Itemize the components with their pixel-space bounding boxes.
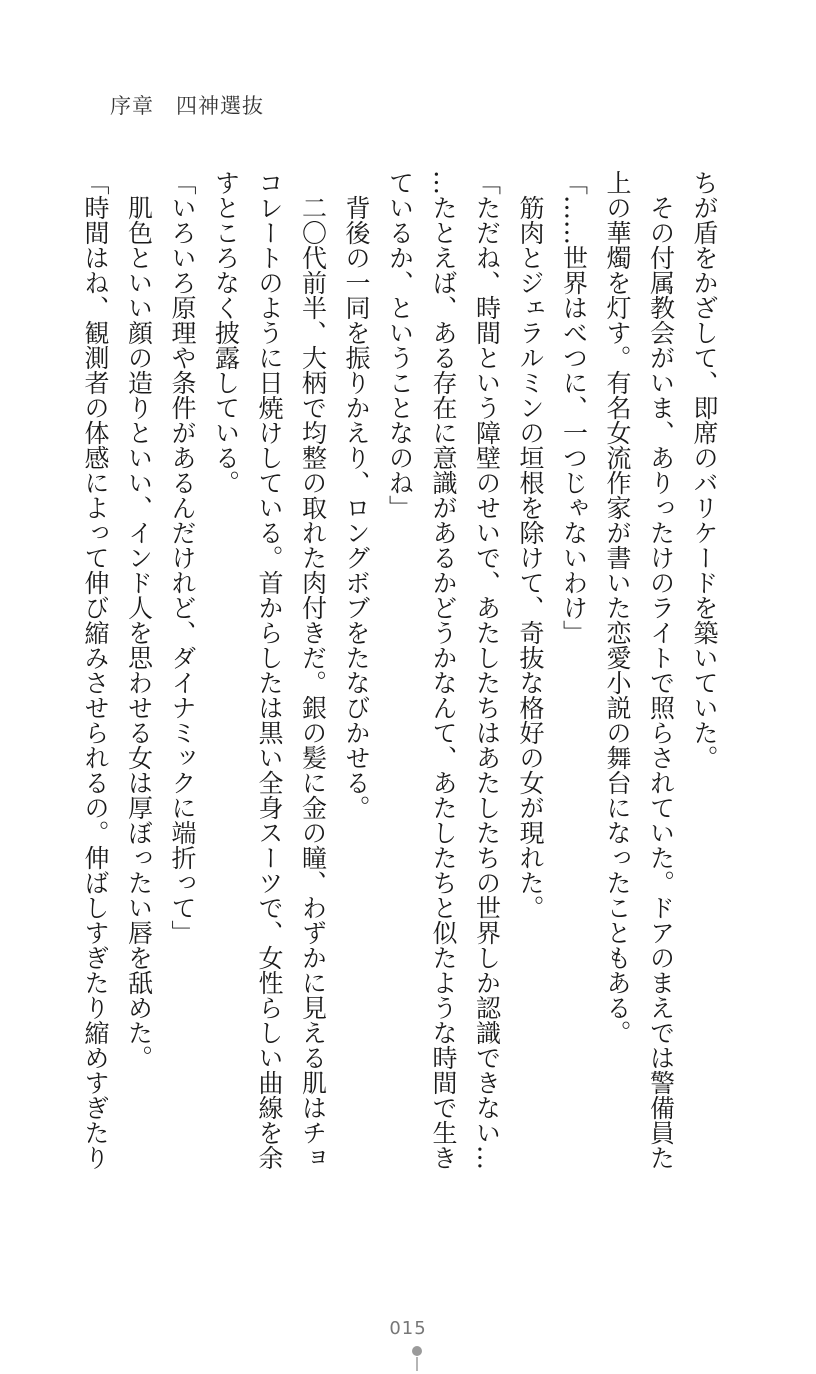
text-line: 二〇代前半、大柄で均整の取れた肉付きだ。銀の髪に金の瞳、わずかに見える肌はチョ [298, 170, 328, 1170]
page-ornament-line [416, 1357, 418, 1371]
text-line: 背後の一同を振りかえり、ロングボブをたなびかせる。 [342, 170, 371, 820]
text-line: 筋肉とジェラルミンの垣根を除けて、奇抜な格好の女が現れた。 [516, 170, 545, 920]
text-line: その付属教会がいま、ありったけのライトで照らされていた。ドアのまえでは警備員た [646, 170, 676, 1170]
text-line: …たとえば、ある存在に意識があるかどうかなんて、あたしたちと似たような時間で生き [429, 170, 458, 1170]
text-line: 「いろいろ原理や条件があるんだけれど、ダイナミックに端折って」 [168, 170, 197, 945]
text-line: ちが盾をかざして、即席のバリケードを築いていた。 [690, 170, 719, 770]
page-number: 015 [389, 1318, 427, 1339]
text-line: 「ただね、時間という障壁のせいで、あたしたちはあたしたちの世界しか認識できない… [472, 170, 502, 1170]
text-line: 「時間はね、観測者の体感によって伸び縮みさせられるの。伸ばしすぎたり縮めすぎたり [81, 170, 110, 1170]
text-line: ているか、ということなのね」 [385, 170, 415, 520]
text-line: 上の華燭を灯す。有名女流作家が書いた恋愛小説の舞台になったこともある。 [603, 170, 632, 1045]
running-header: 序章 四神選抜 [110, 94, 264, 118]
text-line: すところなく披露している。 [211, 170, 241, 495]
body-text [81, 170, 726, 1170]
text-line: 肌色といい顔の造りといい、インド人を思わせる女は厚ぼったい唇を舐めた。 [124, 170, 154, 1070]
page-ornament-dot-icon [412, 1346, 422, 1356]
text-line: 「……世界はべつに、一つじゃないわけ」 [559, 170, 589, 645]
text-line: コレートのように日焼けしている。首からしたは黒い全身スーツで、女性らしい曲線を余 [255, 170, 284, 1170]
